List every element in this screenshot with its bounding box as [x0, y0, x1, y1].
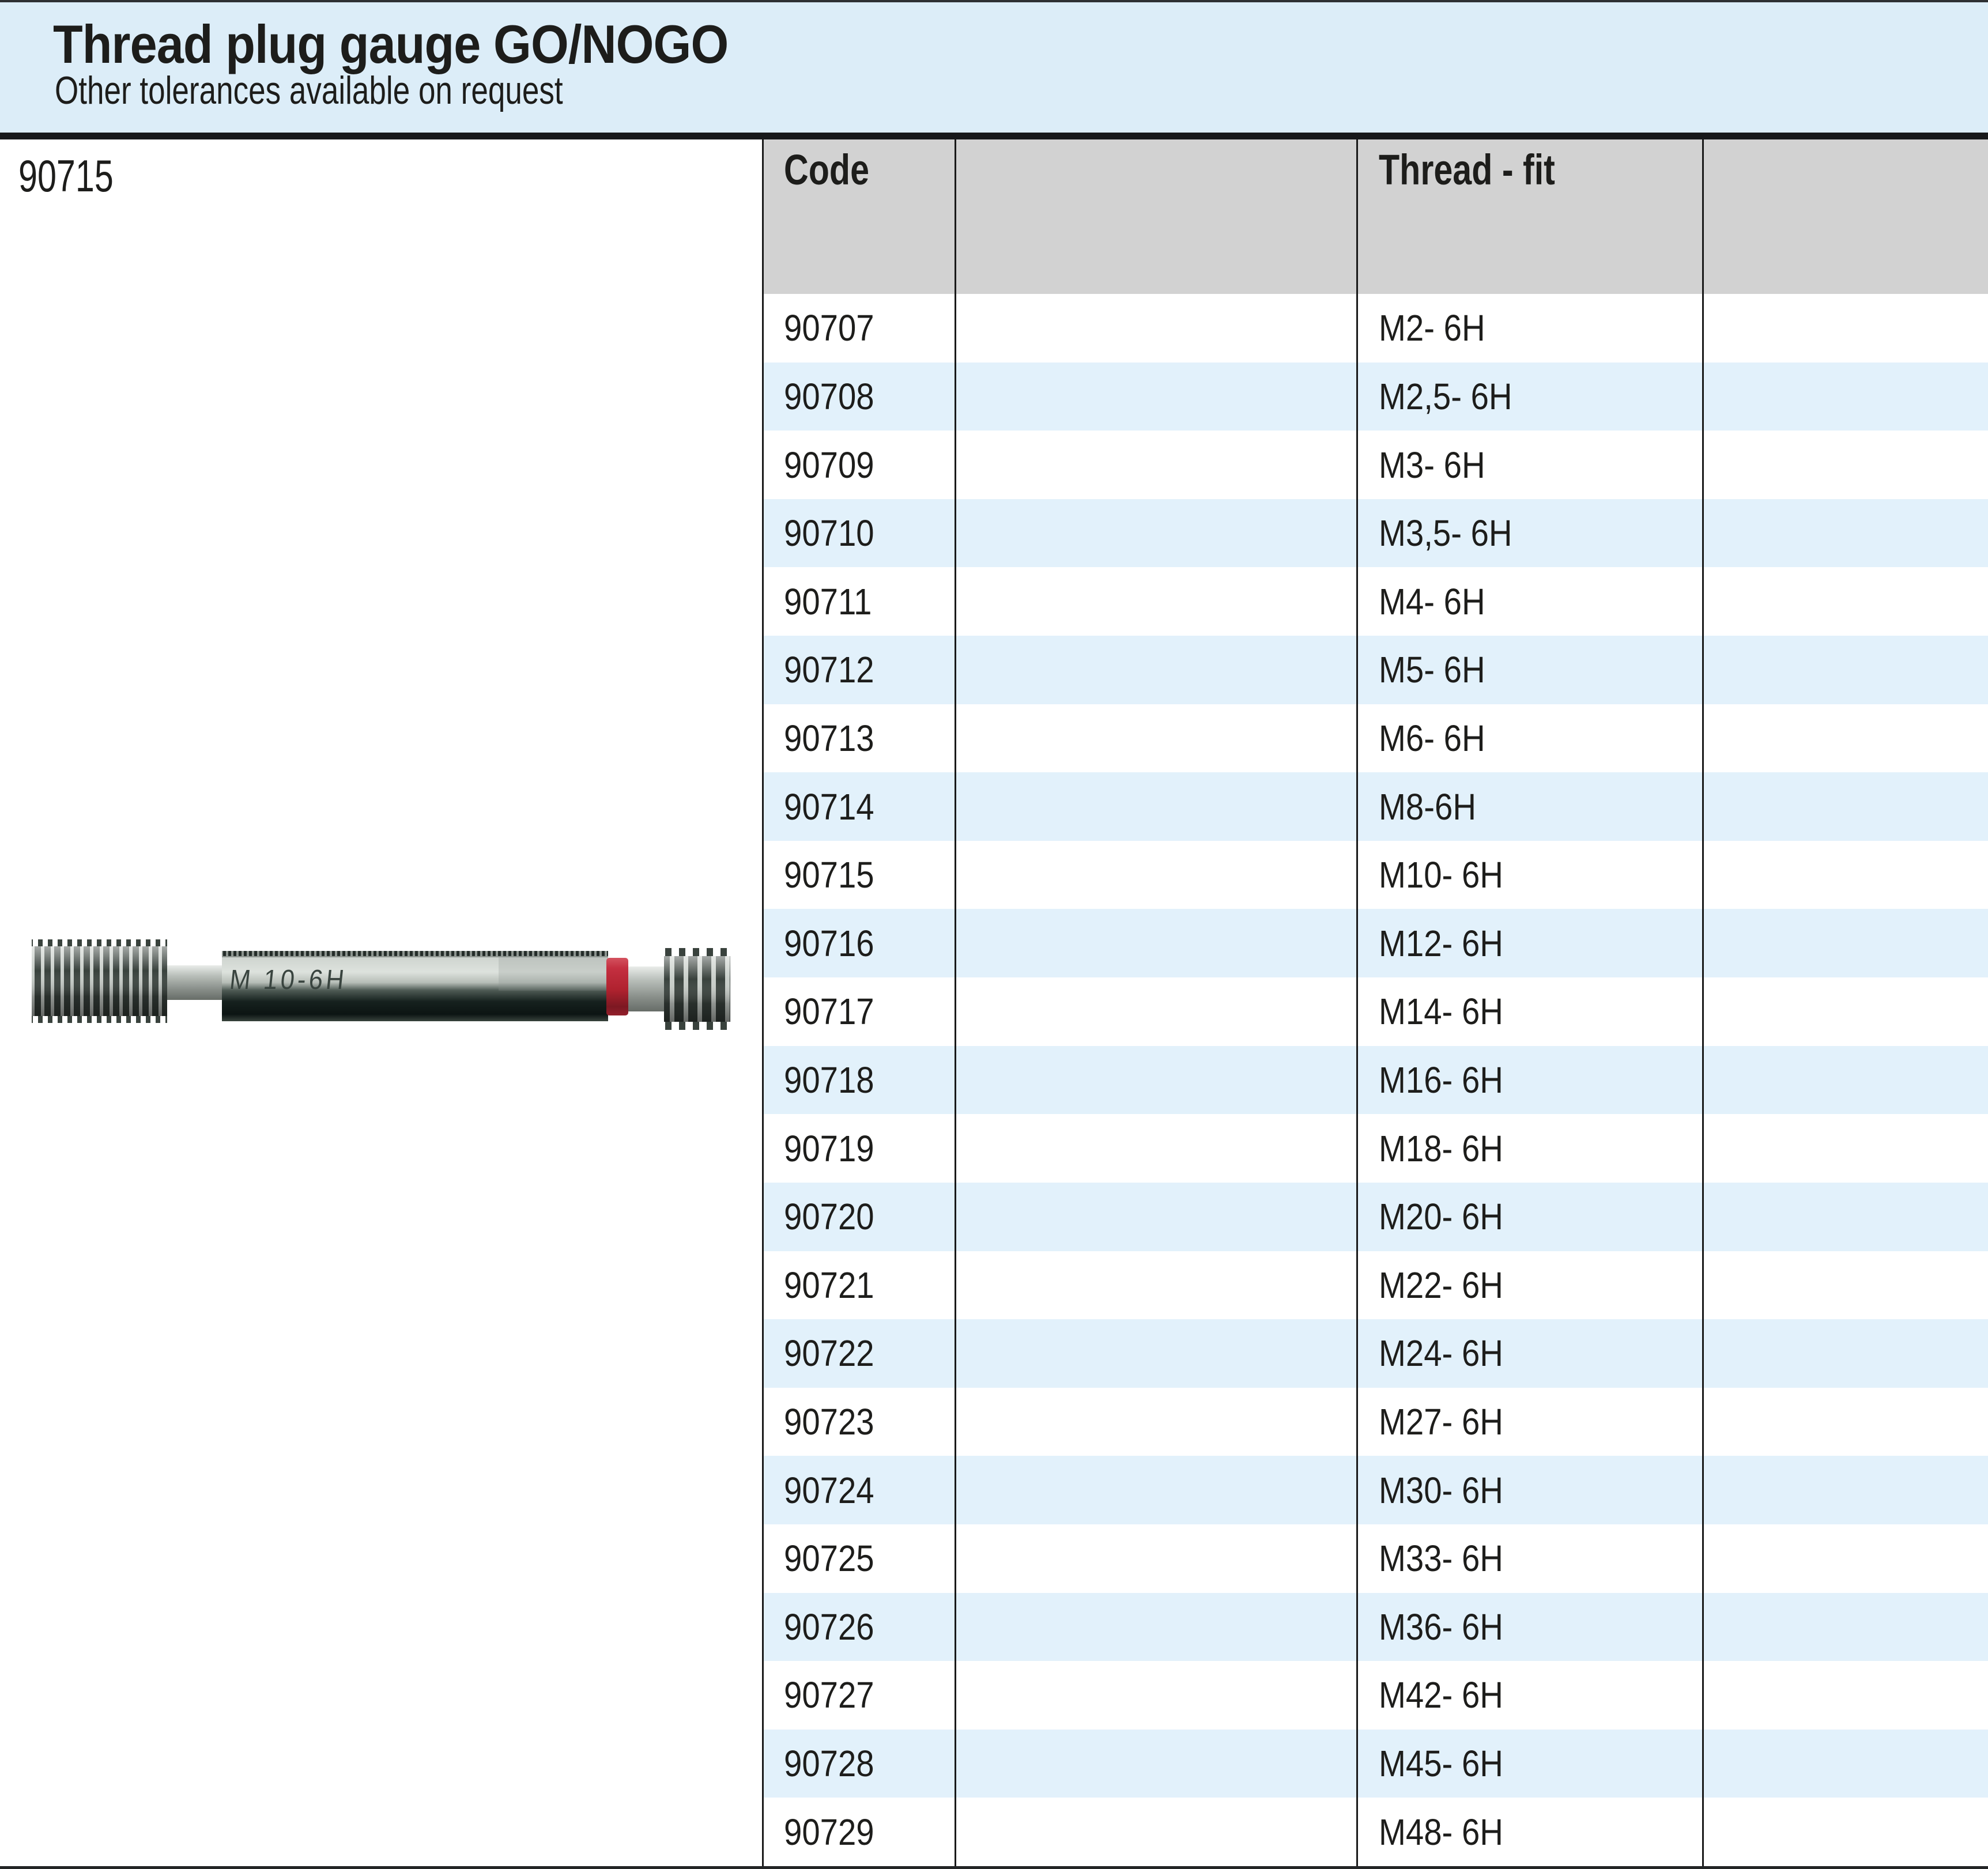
row-thread-fit: M45- 6H: [1379, 1743, 1503, 1785]
table-row: [762, 1524, 1988, 1593]
table-row: [762, 499, 1988, 568]
row-code: 90727: [784, 1674, 874, 1716]
row-thread-fit: M48- 6H: [1379, 1811, 1503, 1853]
column-header-thread-fit: [1379, 146, 1599, 193]
row-code: 90722: [784, 1332, 874, 1375]
table-divider-1: [955, 139, 956, 1866]
table-row: [762, 363, 1988, 431]
row-code: 90717: [784, 991, 874, 1033]
column-header-code: [784, 146, 891, 193]
row-thread-fit: M12- 6H: [1379, 922, 1503, 964]
table-row: [762, 1730, 1988, 1798]
row-code: 90708: [784, 375, 874, 417]
thread-plug-gauge-photo: [26, 929, 749, 1039]
row-thread-fit: M24- 6H: [1379, 1332, 1503, 1375]
table-row: [762, 1046, 1988, 1115]
table-row: [762, 431, 1988, 499]
column-header-thread-fit-text: Thread - fit: [1379, 146, 1555, 194]
item-code-text: 90715: [18, 150, 114, 201]
table-row: [762, 1593, 1988, 1662]
row-code: 90709: [784, 444, 874, 486]
row-thread-fit: M27- 6H: [1379, 1401, 1503, 1443]
row-thread-fit: M2,5- 6H: [1379, 375, 1512, 417]
gauge-handle: [222, 951, 608, 1021]
table-row: [762, 977, 1988, 1046]
row-code: 90711: [784, 580, 872, 622]
table-row: [762, 1388, 1988, 1456]
row-code: 90712: [784, 649, 874, 691]
row-code: 90707: [784, 307, 874, 349]
table-divider-3: [1702, 139, 1704, 1866]
thread-plug-gauge-svg: [26, 929, 749, 1039]
row-code: 90716: [784, 922, 874, 964]
row-thread-fit: M6- 6H: [1379, 717, 1485, 759]
table-row: [762, 1456, 1988, 1524]
row-code: 90720: [784, 1196, 874, 1238]
gauge-marking-text: M 10-6H: [228, 964, 349, 995]
table-row: [762, 294, 1988, 363]
row-code: 90725: [784, 1538, 874, 1580]
table-row: [762, 772, 1988, 841]
table-row: [762, 1114, 1988, 1183]
table-border-left: [762, 139, 764, 1866]
row-code: 90710: [784, 512, 874, 554]
gauge-right-shank: [628, 966, 664, 1011]
row-thread-fit: M22- 6H: [1379, 1264, 1503, 1306]
row-code: 90726: [784, 1606, 874, 1648]
row-code: 90715: [784, 854, 874, 896]
row-thread-fit: M16- 6H: [1379, 1059, 1503, 1101]
row-thread-fit: M20- 6H: [1379, 1196, 1503, 1238]
row-code: 90714: [784, 786, 874, 828]
row-thread-fit: M10- 6H: [1379, 854, 1503, 896]
table-row: [762, 567, 1988, 636]
row-thread-fit: M3,5- 6H: [1379, 512, 1512, 554]
row-code: 90723: [784, 1401, 874, 1443]
gauge-left-thread: [32, 939, 167, 1023]
row-code: 90721: [784, 1264, 874, 1306]
table-row: [762, 1183, 1988, 1251]
row-thread-fit: M42- 6H: [1379, 1674, 1503, 1716]
table-row: [762, 1798, 1988, 1866]
gauge-red-ring: [606, 958, 628, 1015]
row-thread-fit: M4- 6H: [1379, 580, 1485, 622]
row-thread-fit: M30- 6H: [1379, 1469, 1503, 1511]
table-row: [762, 909, 1988, 977]
row-code: 90718: [784, 1059, 874, 1101]
row-thread-fit: M18- 6H: [1379, 1127, 1503, 1169]
row-code: 90728: [784, 1743, 874, 1785]
gauge-left-shank: [167, 965, 225, 1000]
row-thread-fit: M2- 6H: [1379, 307, 1485, 349]
table-row: [762, 1251, 1988, 1320]
page-title-text: Thread plug gauge GO/NOGO: [53, 14, 729, 74]
page-subtitle-text: Other tolerances available on request: [55, 69, 563, 112]
row-code: 90713: [784, 717, 874, 759]
row-code: 90724: [784, 1469, 874, 1511]
row-thread-fit: M33- 6H: [1379, 1538, 1503, 1580]
table-row: [762, 841, 1988, 909]
row-code: 90719: [784, 1127, 874, 1169]
table-row: [762, 1661, 1988, 1730]
row-code: 90729: [784, 1811, 874, 1853]
row-thread-fit: M14- 6H: [1379, 991, 1503, 1033]
column-header-code-text: Code: [784, 146, 869, 194]
table-row: [762, 1319, 1988, 1388]
table-row: [762, 704, 1988, 773]
row-thread-fit: M5- 6H: [1379, 649, 1485, 691]
row-thread-fit: M3- 6H: [1379, 444, 1485, 486]
table-divider-2: [1356, 139, 1358, 1866]
row-thread-fit: M8-6H: [1379, 786, 1476, 828]
row-thread-fit: M36- 6H: [1379, 1606, 1503, 1648]
table-row: [762, 636, 1988, 704]
gauge-right-thread: [664, 948, 730, 1030]
